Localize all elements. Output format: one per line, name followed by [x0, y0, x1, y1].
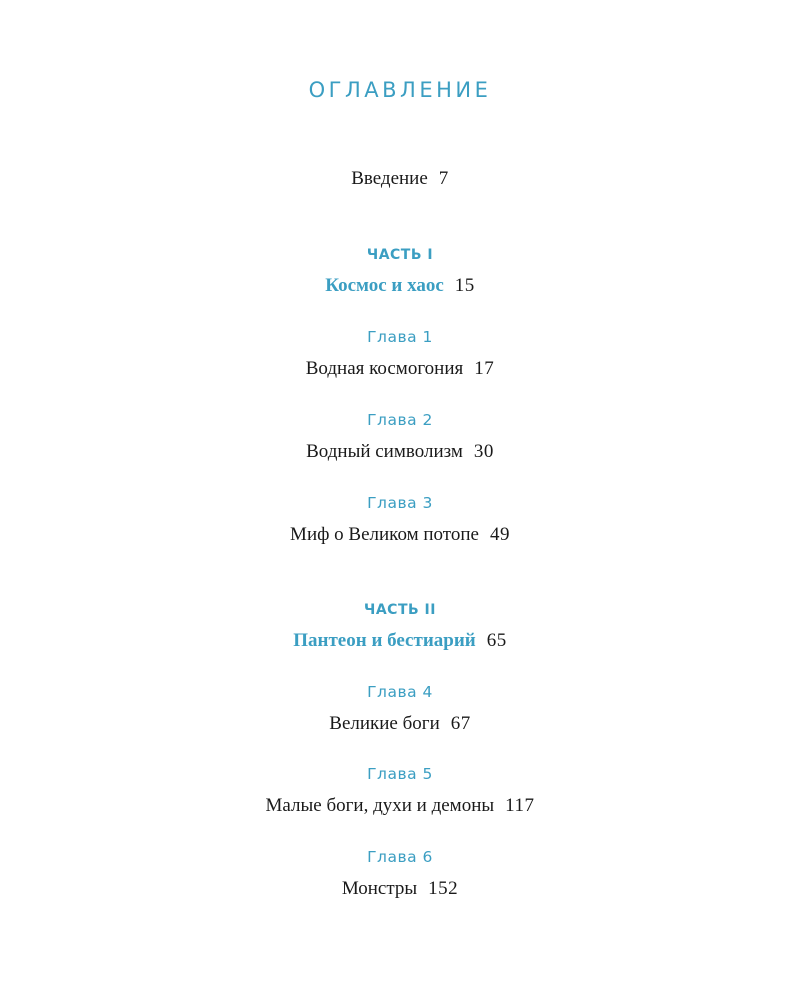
chapter-label: Глава 6 [367, 848, 433, 866]
chapter-page-number: 152 [428, 878, 459, 899]
part-title-entry [0, 275, 800, 297]
part-label: ЧАСТЬ II [364, 602, 436, 618]
chapter-label: Глава 3 [367, 494, 433, 512]
chapter-title: Малые боги, духи и демоны [265, 795, 495, 816]
chapter-entry [0, 358, 800, 380]
chapter-title: Монстры [341, 878, 418, 899]
part-title: Космос и хаос [325, 275, 444, 296]
chapter-page-number: 117 [505, 795, 535, 816]
chapter-title: Водный символизм [306, 441, 463, 462]
chapter-page-number: 30 [473, 441, 494, 462]
part-page-number: 65 [486, 630, 507, 651]
part-page-number: 15 [454, 275, 475, 296]
entry-title: Введение [351, 168, 428, 189]
chapter-entry [0, 878, 800, 900]
chapter-title: Великие боги [329, 713, 440, 734]
part-title-entry [0, 630, 800, 652]
toc-title: ОГЛАВЛЕНИЕ [308, 78, 492, 102]
part-title: Пантеон и бестиарий [293, 630, 476, 651]
chapter-label: Глава 5 [367, 765, 433, 783]
chapter-label: Глава 4 [367, 683, 433, 701]
chapter-page-number: 49 [489, 524, 510, 545]
part-label: ЧАСТЬ I [366, 247, 434, 263]
chapter-title: Миф о Великом потопе [290, 524, 479, 545]
chapter-entry [0, 524, 800, 546]
chapter-label: Глава 1 [367, 328, 433, 346]
chapter-page-number: 67 [450, 713, 471, 734]
chapter-entry [0, 795, 800, 817]
toc-intro-entry [0, 168, 800, 190]
chapter-entry [0, 441, 800, 463]
chapter-page-number: 17 [474, 358, 495, 379]
chapter-label: Глава 2 [367, 411, 433, 429]
entry-page-number: 7 [438, 168, 449, 189]
chapter-entry [0, 713, 800, 735]
chapter-title: Водная космогония [305, 358, 464, 379]
